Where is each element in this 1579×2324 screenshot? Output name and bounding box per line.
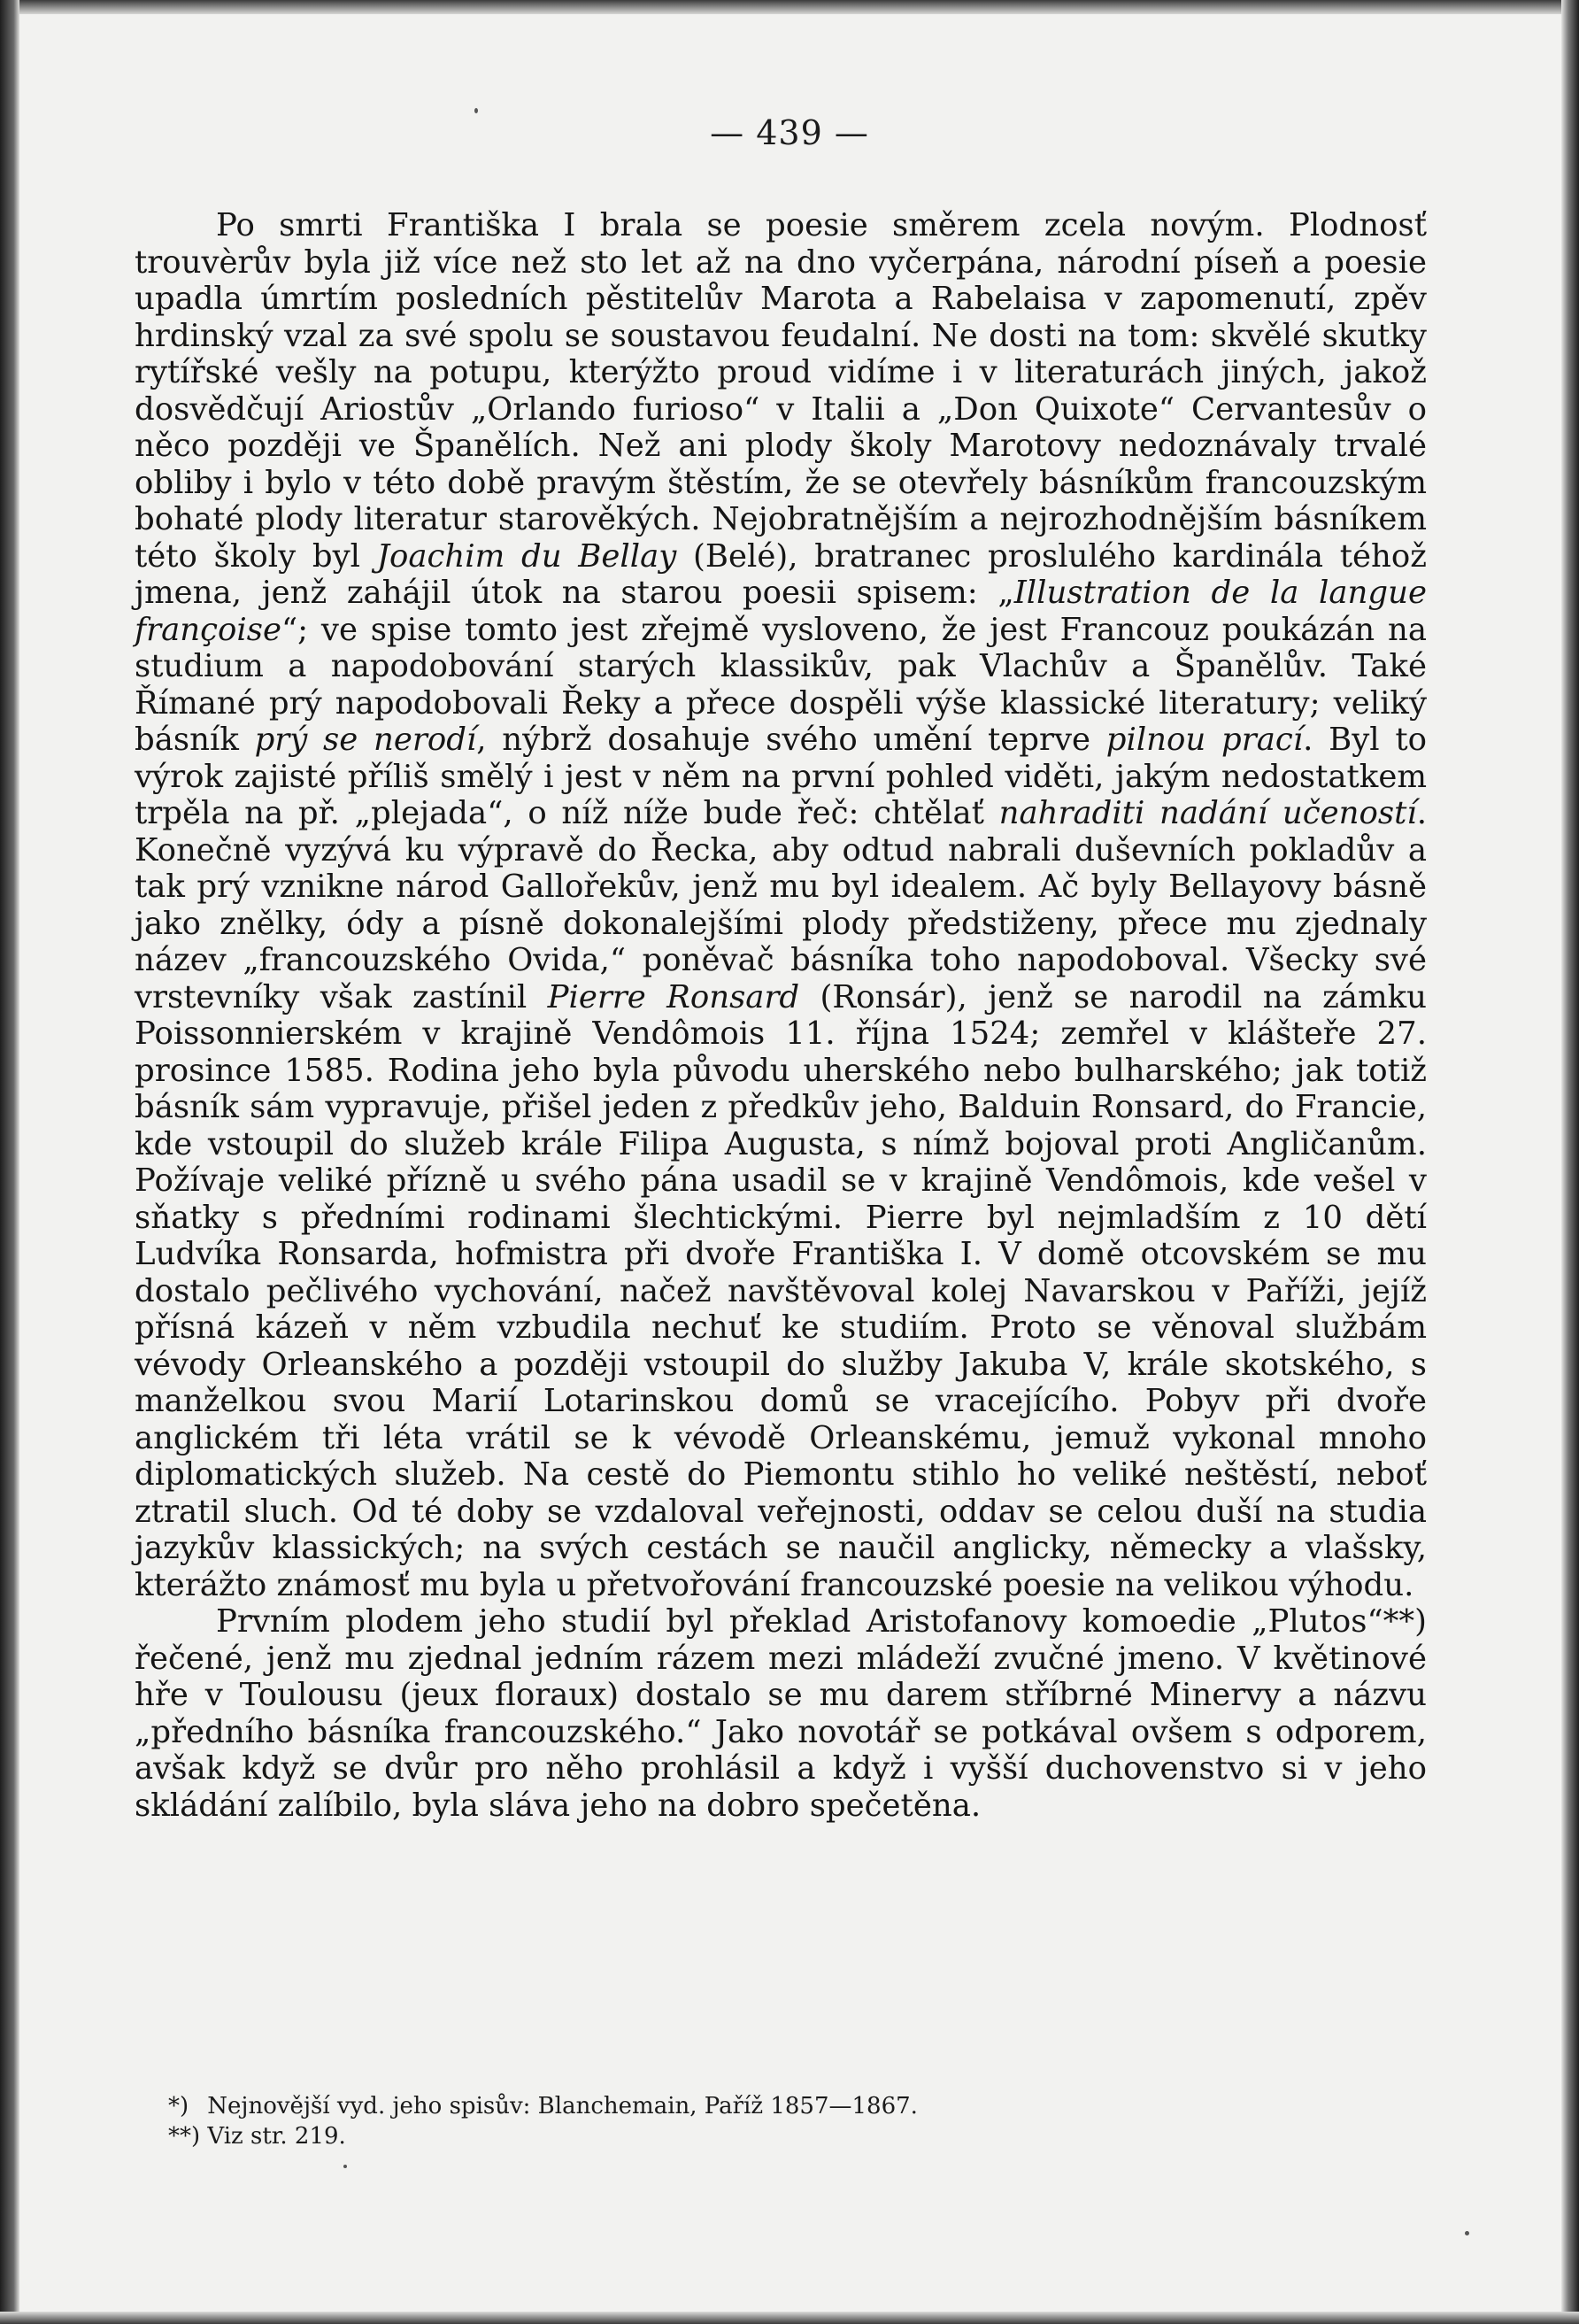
page-edge-top — [0, 0, 1579, 14]
footnote-mark: **) — [168, 2123, 201, 2150]
footnote-mark: *) — [168, 2093, 189, 2119]
text-run: . Byl to výrok zajisté příliš smělý i jest v něm na první pohled viděti, jakým nedostatkem trpěla na př. „plejada“, o níž níže bude řeč: chtělať — [135, 722, 1427, 831]
page-edge-right — [1561, 0, 1579, 2324]
italic-text-run: Joachim du Bellay — [376, 537, 677, 575]
footnote — [168, 2121, 1319, 2151]
ink-speck — [1465, 2231, 1469, 2235]
paragraph — [135, 207, 1427, 1603]
ink-speck — [343, 2165, 347, 2168]
text-run: . Konečně vyzývá ku výpravě do Řecka, aby odtud nabrali duševních pokladův a tak prý vznikne národ Gallořekův, jenž mu byl idealem. Ač byly Bellayovy básně jako znělky, ódy a písně dokonalejšími plody předstiženy, přece mu zjednaly název „francouzského Ovida,“ poněvač básníka toho napodoboval. Všecky své vrstevníky však zastínil — [135, 795, 1427, 1015]
italic-text-run: Illustration de la langue françoise — [135, 575, 1428, 648]
text-run: (Ronsár), jenž se narodil na zámku Poissonnierském v krajině Vendômois 11. října 1524; zemřel v klášteře 27. prosince 1585. Rodina jeho byla původu uherského nebo bulharského; jak totiž básník sám vypravuje, přišel jeden z předkův jeho, Balduin Ronsard, do Francie, kde vstoupil do služeb krále Filipa Augusta, s nímž bojoval proti Angličanům. Požívaje veliké přízně u svého pána usadil se v krajině Vendômois, kde vešel v sňatky s předními rodinami šlechtickými. Pierre byl nejmladším z 10 dětí Ludvíka Ronsarda, hofmistra při dvoře Františka I. V domě otcovském se mu dostalo pečlivého vychování, načež navštěvoval kolej Navarskou v Paříži, jejíž přísná kázeň v něm vzbudila nechuť ke studiím. Proto se věnoval službám vévody Orleanského a později vstoupil do služby Jakuba V, krále skotského, s manželkou svou Marií Lotarinskou domů se vracejícího. Pobyv při dvoře anglickém tři léta vrátil se k vévodě Orleanskému, jemuž vykonal mnoho diplomatických služeb. Na cestě do Piemontu stihlo ho veliké neštěstí, neboť ztratil sluch. Od té doby se vzdaloval veřejnosti, oddav se celou duší na studia jazykův klassických; na svých cestách se naučil anglicky, německy a vlašsky, kterážto známosť mu byla u přetvořování francouzské poesie na velikou výhodu. — [135, 978, 1427, 1603]
text-run: Po smrti Františka I brala se poesie směrem zcela novým. Plodnosť trouvèrův byla již více než sto let až na dno vyčerpána, národní píseň a poesie upadla úmrtím posledních pěstitelův Marota a Rabelaisa v zapomenutí, zpěv hrdinský vzal za své spolu se soustavou feudalní. Ne dosti na tom: skvělé skutky rytířské vešly na potupu, kterýžto proud vidíme i v literaturách jiných, jakož dosvědčují Ariostův „Orlando furioso“ v Italii a „Don Quixote“ Cervantesův o něco později ve Španělích. Než ani plody školy Marotovy nedoznávaly trvalé obliby i bylo v této době pravým štěstím, že se otevřely básníkům francouzským bohaté plody literatur starověkých. Nejobratnějším a nejrozhodnějším básníkem této školy byl — [135, 207, 1427, 575]
text-run: Prvním plodem jeho studií byl překlad Aristofanovy komoedie „Plutos“**) řečené, jenž mu zjednal jedním rázem mezi mládeží zvučné jmeno. V květinové hře v Toulousu (jeux floraux) dostalo se mu darem stříbrné Minervy a názvu „předního básníka francouzského.“ Jako novotář se potkával ovšem s odporem, avšak když se dvůr pro něho prohlásil a když i vyšší duchovenstvo si v jeho skládání zalíbilo, byla sláva jeho na dobro spečetěna. — [135, 1603, 1427, 1824]
body-text — [135, 207, 1427, 1824]
page-edge-bottom — [0, 2312, 1579, 2324]
italic-text-run: prý se nerodí — [254, 722, 477, 758]
italic-text-run: Pierre Ronsard — [547, 978, 800, 1015]
footnote-text: Viz str. 219. — [207, 2123, 346, 2150]
footnote — [168, 2091, 1319, 2121]
text-run: “; ve spise tomto jest zřejmě vysloveno, že jest Francouz poukázán na studium a napodobování starých klassikův, pak Vlachův a Španělův. Také Římané prý napodobovali Řeky a přece dospěli výše klassické literatury; veliký básník — [135, 611, 1427, 758]
page-edge-left — [0, 0, 19, 2324]
page-number: — 439 — — [710, 113, 869, 152]
italic-text-run: pilnou prací — [1105, 722, 1304, 758]
paragraph — [135, 1603, 1427, 1824]
italic-text-run: nahraditi nadání učeností — [998, 795, 1417, 831]
footnotes — [168, 2091, 1319, 2151]
text-run: , nýbrž dosahuje svého umění teprve — [476, 722, 1106, 758]
footnote-text: Nejnovější vyd. jeho spisův: Blanchemain, Paříž 1857—1867. — [207, 2093, 918, 2119]
text-run: (Belé), bratranec proslulého kardinála téhož jmena, jenž zahájil útok na starou poesii spisem: „ — [135, 537, 1427, 611]
